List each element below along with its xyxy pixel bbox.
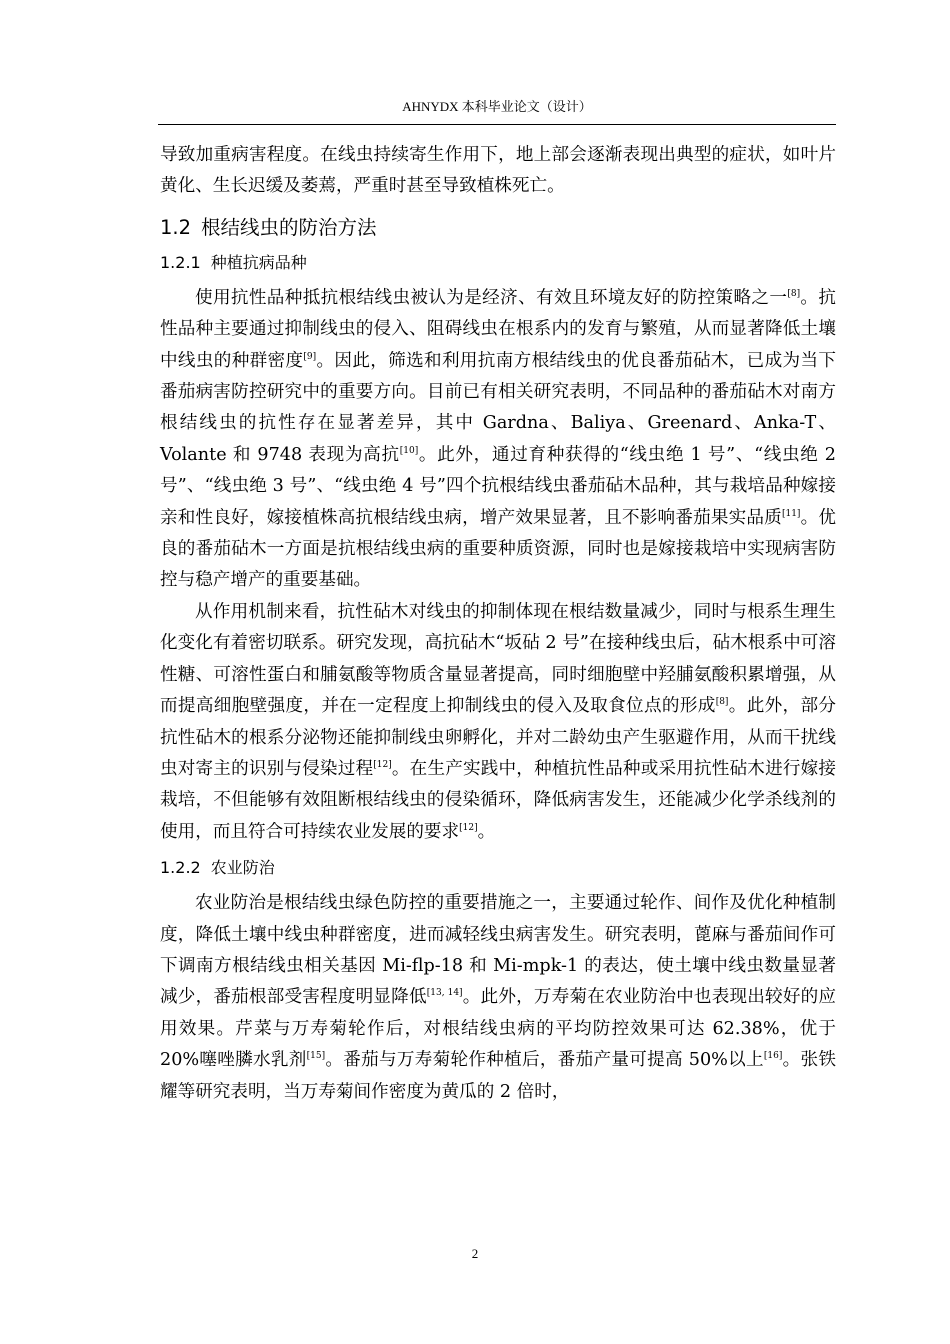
citation: [10] — [399, 445, 419, 456]
subsection-title: 农业防治 — [210, 858, 275, 878]
paragraph-text: 农业防治是根结线虫绿色防控的重要措施之一，主要通过轮作、间作及优化种植制度，降低土壤中线虫种群密度，进而减轻线虫病害发生。研究表明，蓖麻与番茄间作可下调南方根结线虫相关基因 Mi-flp-18 和 Mi-mpk-1 的表达，使土壤中线虫数量显著减少，番茄根部受害程度明显降低 — [160, 893, 836, 1008]
citation: [11] — [781, 508, 801, 519]
paragraph-text: 。在生产实践中，种植抗性品种或采用抗性砧木进行嫁接栽培，不但能够有效阻断根结线虫的侵染循环，降低病害发生，还能减少化学杀线剂的使用，而且符合可持续农业发展的要求 — [160, 758, 836, 842]
subsection-title: 种植抗病品种 — [210, 252, 307, 272]
paragraph-mechanism — [160, 597, 836, 848]
subsection-heading-1-2-1 — [160, 248, 836, 278]
section-title: 根结线虫的防治方法 — [201, 215, 377, 239]
paragraph-text: 。此外，部分抗性砧木的根系分泌物还能抑制线虫卵孵化，并对二龄幼虫产生驱避作用，从而干扰线虫对寄主的识别与侵染过程 — [160, 696, 836, 779]
paragraph-text: 。张铁耀等研究表明，当万寿菊间作密度为黄瓜的 2 倍时， — [160, 1050, 836, 1102]
paragraph-text: 。番茄与万寿菊轮作种植后，番茄产量可提高 50%以上 — [325, 1050, 764, 1071]
paragraph-text: 。此外，万寿菊在农业防治中也表现出较好的应用效果。芹菜与万寿菊轮作后，对根结线虫病的平均防控效果可达 62.38%，优于 20%噻唑膦水乳剂 — [160, 987, 836, 1071]
citation: [15] — [306, 1051, 326, 1062]
citation: [16] — [763, 1051, 783, 1062]
page-body — [160, 140, 836, 1108]
subsection-number: 1.2.1 — [160, 252, 201, 272]
section-number: 1.2 — [160, 215, 192, 239]
paragraph-agricultural-control — [160, 888, 836, 1108]
paragraph-text: 。因此，筛选和利用抗南方根结线虫的优良番茄砧木，已成为当下番茄病害防控研究中的重要方向。目前已有相关研究表明，不同品种的番茄砧木对南方根结线虫的抗性存在显著差异，其中 Gardna、Baliya、Greenard、Anka-T、Volante 和 9748 表现为高抗 — [160, 350, 836, 465]
citation: [9] — [303, 351, 317, 362]
page-number: 2 — [471, 1246, 479, 1261]
subsection-number: 1.2.2 — [160, 858, 201, 878]
citation: [8] — [787, 288, 801, 299]
subsection-heading-1-2-2 — [160, 853, 836, 883]
paragraph-text: 。 — [477, 821, 496, 842]
paragraph-intro: 导致加重病害程度。在线虫持续寄生作用下，地上部会逐渐表现出典型的症状，如叶片黄化、生长迟缓及萎蔫，严重时甚至导致植株死亡。 — [160, 145, 836, 197]
running-header: AHNYDX 本科毕业论文（设计） — [402, 99, 592, 114]
paragraph-resistant-varieties — [160, 283, 836, 597]
paragraph-text: 。抗性品种主要通过抑制线虫的侵入、阻碍线虫在根系内的发育与繁殖，从而显著降低土壤中线虫的种群密度 — [160, 287, 836, 371]
paragraph-text: 。优良的番茄砧木一方面是抗根结线虫病的重要种质资源，同时也是嫁接栽培中实现病害防控与稳产增产的重要基础。 — [160, 507, 836, 591]
paragraph-text: 。此外，通过育种获得的“线虫绝 1 号”、“线虫绝 2 号”、“线虫绝 3 号”、“线虫绝 4 号”四个抗根结线虫番茄砧木品种，其与栽培品种嫁接亲和性良好，嫁接植株高抗根结线虫病，增产效果显著，且不影响番茄果实品质 — [160, 444, 836, 528]
paragraph-text: 使用抗性品种抵抗根结线虫被认为是经济、有效且环境友好的防控策略之一 — [195, 287, 788, 308]
citation: [12] — [373, 760, 392, 771]
citation: [13, 14] — [426, 988, 463, 999]
citation: [8] — [715, 697, 729, 708]
citation: [12] — [459, 822, 478, 833]
section-heading-1-2 — [160, 213, 836, 243]
paragraph-text: 从作用机制来看，抗性砧木对线虫的抑制体现在根结数量减少，同时与根系生理生化变化有着密切联系。研究发现，高抗砧木“坂砧 2 号”在接种线虫后，砧木根系中可溶性糖、可溶性蛋白和脯氨酸等物质含量显著提高，同时细胞壁中羟脯氨酸积累增强，从而提高细胞壁强度，并在一定程度上抑制线虫的侵入及取食位点的形成 — [160, 601, 836, 717]
header-rule — [158, 124, 836, 125]
